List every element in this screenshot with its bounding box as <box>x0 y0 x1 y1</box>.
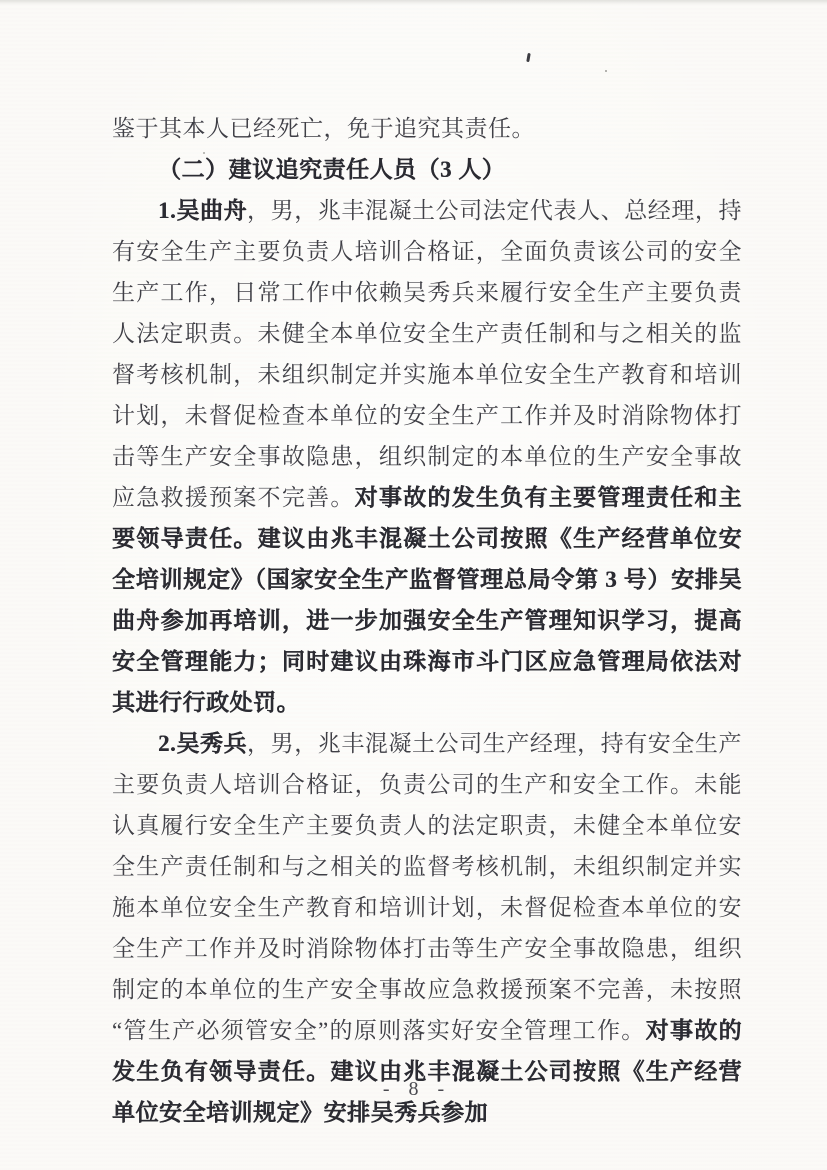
scan-speck-tick <box>526 53 531 62</box>
emphasis-text-run: 对事故的发生负有领导责任。建议由兆丰混凝土公司按照《生产经营单位安全培训规定》安排吴秀兵参加 <box>112 1018 743 1125</box>
body-paragraph <box>112 190 742 723</box>
emphasis-text-run: 对事故的发生负有主要管理责任和主要领导责任。建议由兆丰混凝土公司按照《生产经营单位安全培训规定》（国家安全生产监督管理总局令第 3 号）安排吴曲舟参加再培训，进一步加强安全生产管理知识学习，提高安全管理能力；同时建议由珠海市斗门区应急管理局依法对其进行行政处罚。 <box>112 485 743 715</box>
text-run: ，男，兆丰混凝土公司生产经理，持有安全生产主要负责人培训合格证，负责公司的生产和安全工作。未能认真履行安全生产主要负责人的法定职责，未健全本单位安全生产责任制和与之相关的监督考核机制，未组织制定并实施本单位安全生产教育和培训计划，未督促检查本单位的安全生产工作并及时消除物体打击等生产安全事故隐患，组织制定的本单位的生产安全事故应急救援预案不完善，未按照“管生产必须管安全”的原则落实好安全管理工作。 <box>112 731 743 1043</box>
body-paragraph <box>112 723 742 1133</box>
text-run: 鉴于其本人已经死亡，免于追究其责任。 <box>112 116 535 141</box>
body-paragraph <box>112 108 742 149</box>
page-number: - 8 - <box>382 1078 452 1100</box>
emphasis-text-run: 2.吴秀兵 <box>158 731 248 756</box>
section-heading <box>112 149 742 190</box>
emphasis-text-run: （二）建议追究责任人员（3 人） <box>158 157 506 182</box>
document-body <box>112 108 742 1133</box>
scan-speck-dot <box>605 70 607 72</box>
emphasis-text-run: 1.吴曲舟 <box>158 198 248 223</box>
text-run: ，男，兆丰混凝土公司法定代表人、总经理，持有安全生产主要负责人培训合格证，全面负责该公司的安全生产工作，日常工作中依赖吴秀兵来履行安全生产主要负责人法定职责。未健全本单位安全生产责任制和与之相关的监督考核机制，未组织制定并实施本单位安全生产教育和培训计划，未督促检查本单位的安全生产工作并及时消除物体打击等生产安全事故隐患，组织制定的本单位的生产安全事故应急救援预案不完善。 <box>112 198 743 510</box>
